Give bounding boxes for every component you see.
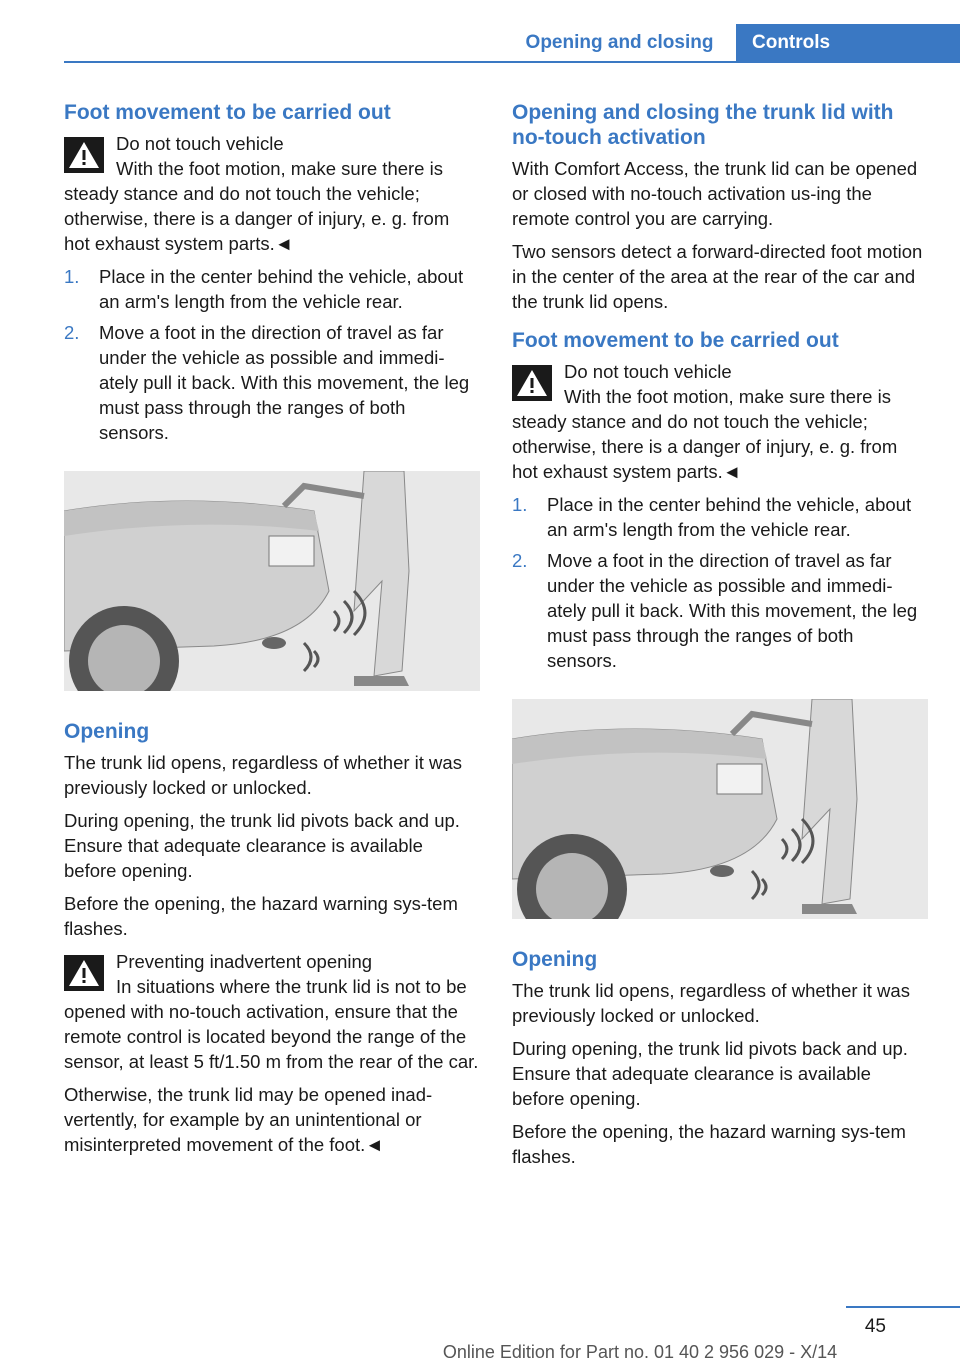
warning-title: Do not touch vehicle <box>116 133 284 154</box>
warning-title: Preventing inadvertent opening <box>116 951 373 972</box>
paragraph: During opening, the trunk lid pivots back and up. Ensure that adequate clearance is available before opening. <box>512 1038 908 1109</box>
paragraph: Two sensors detect a forward-directed foot motion in the center of the area at the rear of the car and the trunk lid opens. <box>512 241 923 312</box>
paragraph: During opening, the trunk lid pivots back and up. Ensure that adequate clearance is available before opening. <box>64 810 460 881</box>
paragraph: Before the opening, the hazard warning sys‐tem flashes. <box>64 893 458 939</box>
section-tab: Opening and closing <box>525 32 714 53</box>
heading-foot-movement: Foot movement to be carried out <box>64 101 391 124</box>
warning-triangle-icon <box>64 137 104 173</box>
list-item <box>512 492 928 542</box>
step-number: 2. <box>512 550 528 571</box>
steps-list <box>64 264 480 445</box>
warning-title: Do not touch vehicle <box>564 361 732 382</box>
trunk-kick-illustration <box>512 699 928 919</box>
heading-opening: Opening <box>64 720 150 743</box>
steps-list <box>512 492 928 673</box>
heading-foot-movement: Foot movement to be carried out <box>512 329 839 352</box>
paragraph: The trunk lid opens, regardless of whether it was previously locked or unlocked. <box>512 980 910 1026</box>
step-number: 1. <box>512 494 528 515</box>
paragraph: Before the opening, the hazard warning sys‐tem flashes. <box>512 1121 906 1167</box>
chapter-tab: Controls <box>736 24 960 62</box>
paragraph: Otherwise, the trunk lid may be opened inad‐vertently, for example by an unintentional or misinterpreted movement of the foot.◄ <box>64 1084 433 1155</box>
header-rule <box>64 61 960 63</box>
edition-footer: Online Edition for Part no. 01 40 2 956 029 - X/14 <box>442 1342 838 1362</box>
warning-block <box>64 131 480 256</box>
step-text: Place in the center behind the vehicle, about an arm's length from the vehicle rear. <box>99 266 464 312</box>
heading-no-touch: Opening and closing the trunk lid with no-touch activation <box>512 101 894 149</box>
footer-rule <box>846 1306 960 1308</box>
step-number: 1. <box>64 266 80 287</box>
page-number: 45 <box>864 1316 886 1337</box>
warning-text: With the foot motion, make sure there is steady stance and do not touch the vehicle; otherwise, there is a danger of injury, e. g. from hot exhaust system parts.◄ <box>64 158 450 254</box>
warning-triangle-icon <box>512 365 552 401</box>
warning-block <box>64 949 480 1074</box>
step-number: 2. <box>64 322 80 343</box>
right-column <box>512 100 928 1177</box>
warning-triangle-icon <box>64 955 104 991</box>
step-text: Move a foot in the direction of travel as far under the vehicle as possible and immedi‐ately pull it back. With this movement, the leg must pass through the ranges of both sensors. <box>547 550 918 671</box>
paragraph: With Comfort Access, the trunk lid can be opened or closed with no-touch activation us‐ing the remote control you are carrying. <box>512 158 918 229</box>
warning-text: In situations where the trunk lid is not to be opened with no-touch activation, ensure that the remote control is located beyond the range of the sensor, at least 5 ft/1.50 m from the rear of the car. <box>64 976 479 1072</box>
page-header <box>0 0 960 64</box>
step-text: Move a foot in the direction of travel as far under the vehicle as possible and immedi‐ately pull it back. With this movement, the leg must pass through the ranges of both sensors. <box>99 322 470 443</box>
trunk-kick-illustration <box>64 471 480 691</box>
left-column <box>64 100 480 1165</box>
warning-text: With the foot motion, make sure there is steady stance and do not touch the vehicle; otherwise, there is a danger of injury, e. g. from hot exhaust system parts.◄ <box>512 386 898 482</box>
list-item <box>512 548 928 673</box>
step-text: Place in the center behind the vehicle, about an arm's length from the vehicle rear. <box>547 494 912 540</box>
paragraph: The trunk lid opens, regardless of whether it was previously locked or unlocked. <box>64 752 462 798</box>
heading-opening: Opening <box>512 948 598 971</box>
warning-block <box>512 359 928 484</box>
list-item <box>64 264 480 314</box>
list-item <box>64 320 480 445</box>
